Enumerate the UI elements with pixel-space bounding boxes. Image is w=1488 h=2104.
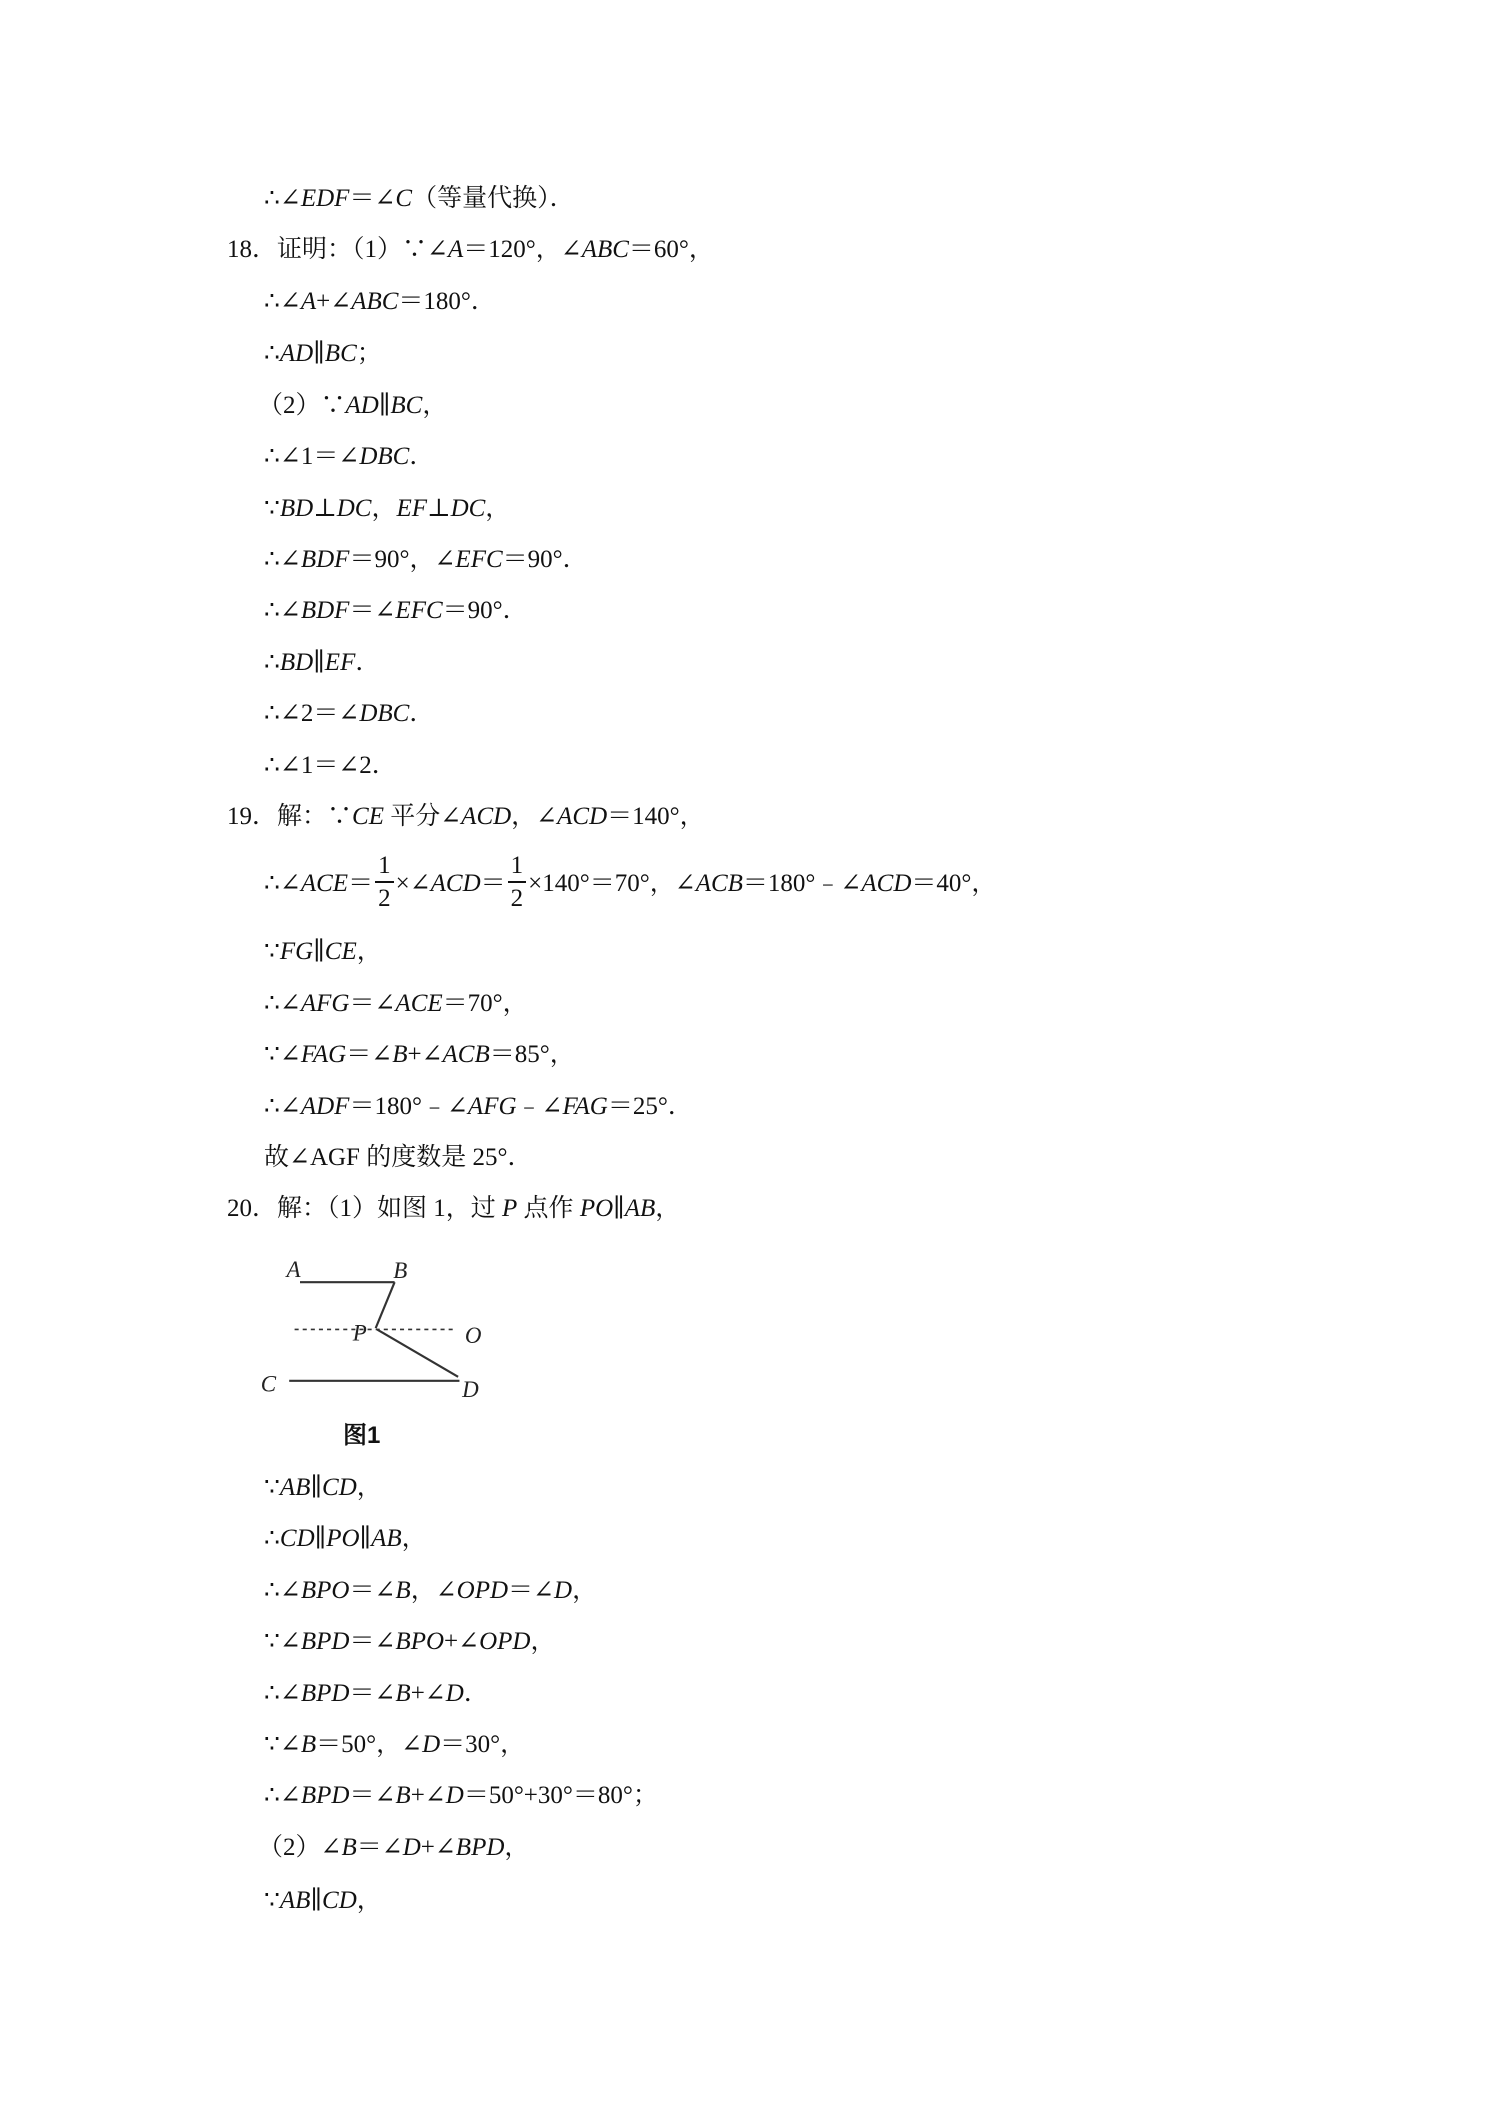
fraction-denominator: 2 [378,885,391,912]
solution-line: ∴CD∥PO∥AB， [264,1525,427,1552]
figure-caption: 图1 [343,1422,381,1449]
solution-line: ∵∠BPD＝∠BPO+∠OPD， [264,1628,556,1655]
solution-line: 故∠AGF 的度数是 25°． [264,1144,533,1171]
fraction-equation-line [264,841,996,921]
solution-line: （2）∵AD∥BC， [258,392,448,419]
solution-line: ∴∠ADF＝180°﹣∠AFG﹣∠FAG＝25°． [264,1093,693,1120]
solution-line: ∴BD∥EF． [264,649,381,676]
solution-line: ∵∠FAG＝∠B+∠ACB＝85°， [264,1041,575,1068]
fraction-numerator: 1 [508,851,527,883]
solution-line: ∴∠AFG＝∠ACE＝70°， [264,990,528,1017]
solution-line: ∴∠1＝∠2． [264,752,397,779]
solution-line: ∵FG∥CE， [264,938,382,965]
point-label-d: D [462,1377,479,1403]
point-label-a: A [286,1256,301,1282]
solution-line: ∴∠BPD＝∠B+∠D＝50°+30°＝80°； [264,1782,658,1809]
solution-line: ∴∠BPD＝∠B+∠D． [264,1680,489,1707]
equation-segment: ×∠ACD＝ [395,870,506,897]
equation-segment: ×140°＝70°，∠ACB＝180°﹣∠ACD＝40°， [528,870,997,897]
point-label-b: B [393,1258,408,1284]
solution-line: （2）∠B＝∠D+∠BPD， [258,1834,530,1861]
point-label-o: O [464,1322,482,1348]
figure-1-diagram [250,1247,500,1416]
problem-19-header: 19．解：∵CE 平分∠ACD，∠ACD＝140°， [227,803,705,830]
fraction-denominator: 2 [510,885,524,912]
solution-line: ∵BD⊥DC，EF⊥DC， [264,495,511,522]
solution-line: ∴∠2＝∠DBC． [264,700,435,727]
solution-line: ∵AB∥CD， [264,1474,382,1501]
problem-20-header: 20．解：（1）如图 1，过 P 点作 PO∥AB， [227,1195,681,1222]
fraction-numerator: 1 [375,851,394,883]
segment-pd [377,1329,458,1376]
fraction [375,851,394,911]
solution-line: ∴∠EDF＝∠C（等量代换）． [264,185,575,212]
problem-18-header: 18．证明：（1）∵∠A＝120°，∠ABC＝60°， [227,236,714,263]
segment-bp [376,1282,395,1328]
solution-line: ∴∠BDF＝∠EFC＝90°． [264,597,528,624]
solution-line: ∴∠1＝∠DBC． [264,443,435,470]
point-label-p: P [352,1320,367,1346]
point-label-c: C [260,1371,277,1397]
equation-segment: ∴∠ACE＝ [264,870,374,897]
solution-line: ∴∠BPO＝∠B，∠OPD＝∠D， [264,1577,598,1604]
solution-line: ∴∠BDF＝90°，∠EFC＝90°． [264,546,588,573]
solution-line: ∵∠B＝50°，∠D＝30°， [264,1731,526,1758]
solution-line: ∵AB∥CD， [264,1887,382,1914]
fraction [508,851,527,911]
solution-line: ∴AD∥BC； [264,340,382,367]
solution-line: ∴∠A+∠ABC＝180°． [264,288,496,315]
